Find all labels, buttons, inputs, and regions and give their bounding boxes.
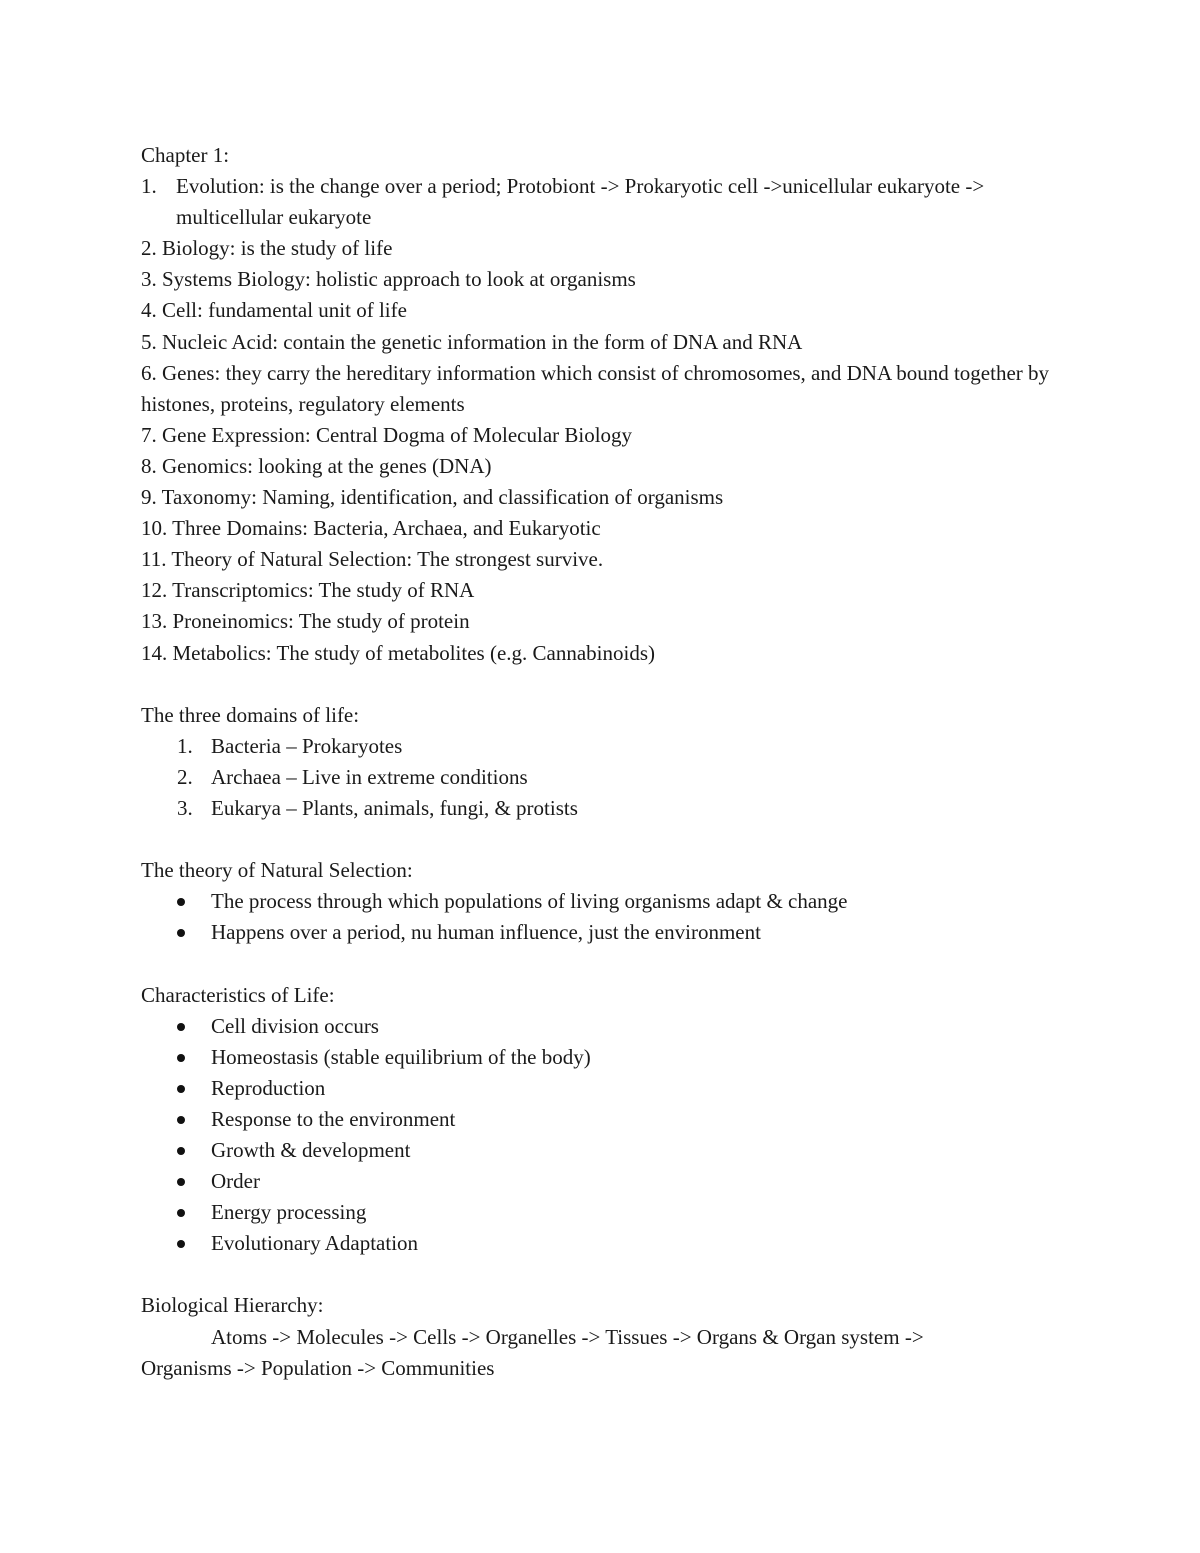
bullet-item	[141, 886, 1071, 917]
term-number: 9.	[141, 485, 157, 510]
term-number: 1.	[141, 174, 157, 199]
natural-selection-heading: The theory of Natural Selection:	[141, 858, 413, 883]
bullet-icon	[177, 1023, 185, 1031]
term-item	[141, 575, 1071, 606]
term-item	[141, 606, 1071, 637]
domain-number: 2.	[177, 764, 193, 789]
domains-list	[141, 731, 1071, 824]
bullet-icon	[177, 929, 185, 937]
term-text: Genes: they carry the hereditary information which consist of chromosomes, and DNA bound together by histones, proteins, regulatory elements	[141, 360, 1050, 416]
bullet-icon	[177, 1209, 185, 1217]
chapter-heading: Chapter 1:	[141, 143, 230, 167]
term-text: Biology: is the study of life	[162, 236, 393, 261]
bullet-item	[141, 1197, 1071, 1228]
bullet-item	[141, 1135, 1071, 1166]
term-text: Evolution: is the change over a period; Protobiont -> Prokaryotic cell ->unicellular eukaryote -> multicellular eukaryote	[176, 174, 985, 230]
spacer	[141, 669, 1071, 700]
bullet-item	[141, 917, 1071, 948]
term-item	[141, 171, 1071, 233]
term-item	[141, 295, 1071, 326]
hierarchy-heading: Biological Hierarchy:	[141, 1293, 324, 1318]
term-text: Three Domains: Bacteria, Archaea, and Eukaryotic	[172, 516, 601, 541]
term-text: Metabolics: The study of metabolites (e.g. Cannabinoids)	[172, 640, 656, 665]
bullet-text: The process through which populations of living organisms adapt & change	[211, 889, 848, 914]
term-text: Theory of Natural Selection: The strongest survive.	[171, 547, 604, 572]
term-number: 6.	[141, 360, 157, 385]
term-text: Proneinomics: The study of protein	[172, 609, 470, 634]
bullet-item	[141, 1166, 1071, 1197]
term-item	[141, 513, 1071, 544]
bullet-icon	[177, 1054, 185, 1062]
term-number: 2.	[141, 236, 157, 261]
bullet-item	[141, 1042, 1071, 1073]
bullet-text: Happens over a period, nu human influence, just the environment	[211, 920, 761, 945]
term-number: 12.	[141, 578, 168, 603]
spacer	[141, 1259, 1071, 1290]
term-item	[141, 358, 1071, 420]
domain-text: Archaea – Live in extreme conditions	[211, 764, 528, 789]
bullet-icon	[177, 1240, 185, 1248]
bullet-icon	[177, 1085, 185, 1093]
term-number: 4.	[141, 298, 157, 323]
bullet-text: Growth & development	[211, 1138, 411, 1162]
characteristics-heading: Characteristics of Life:	[141, 982, 335, 1007]
term-item	[141, 420, 1071, 451]
term-item	[141, 327, 1071, 358]
domain-item	[141, 793, 1071, 824]
spacer	[141, 948, 1071, 979]
notes-content	[141, 140, 1071, 1384]
bullet-item	[141, 1073, 1071, 1104]
bullet-icon	[177, 1116, 185, 1124]
term-number: 11.	[141, 547, 167, 572]
characteristics-list	[141, 1011, 1071, 1260]
term-text: Taxonomy: Naming, identification, and classification of organisms	[161, 485, 724, 510]
bullet-text: Response to the environment	[211, 1106, 456, 1131]
hierarchy-line-2: Organisms -> Population -> Communities	[141, 1355, 495, 1380]
term-number: 8.	[141, 453, 157, 478]
bullet-item	[141, 1228, 1071, 1259]
term-number: 3.	[141, 267, 157, 292]
term-item	[141, 264, 1071, 295]
bullet-text: Cell division occurs	[211, 1013, 379, 1038]
term-text: Gene Expression: Central Dogma of Molecular Biology	[162, 422, 633, 447]
term-number: 10.	[141, 516, 168, 541]
term-text: Nucleic Acid: contain the genetic information in the form of DNA and RNA	[162, 329, 803, 354]
spacer	[141, 824, 1071, 855]
domain-text: Bacteria – Prokaryotes	[211, 733, 403, 758]
domains-heading: The three domains of life:	[141, 702, 360, 727]
bullet-icon	[177, 1178, 185, 1186]
hierarchy-line-1: Atoms -> Molecules -> Cells -> Organelles -> Tissues -> Organs & Organ system ->	[211, 1324, 924, 1349]
term-text: Cell: fundamental unit of life	[162, 298, 407, 323]
term-number: 5.	[141, 329, 157, 354]
bullet-text: Reproduction	[211, 1075, 326, 1100]
term-number: 13.	[141, 609, 168, 634]
natural-selection-list	[141, 886, 1071, 948]
domain-number: 3.	[177, 795, 193, 820]
term-item	[141, 482, 1071, 513]
bullet-icon	[177, 898, 185, 906]
domain-item	[141, 731, 1071, 762]
term-number: 14.	[141, 640, 168, 665]
bullet-text: Order	[211, 1169, 260, 1194]
term-text: Transcriptomics: The study of RNA	[172, 578, 475, 603]
bullet-item	[141, 1011, 1071, 1042]
domain-number: 1.	[177, 733, 193, 758]
term-item	[141, 451, 1071, 482]
term-item	[141, 638, 1071, 669]
term-number: 7.	[141, 422, 157, 447]
term-item	[141, 544, 1071, 575]
bullet-item	[141, 1104, 1071, 1135]
domain-text: Eukarya – Plants, animals, fungi, & protists	[211, 795, 578, 820]
bullet-icon	[177, 1147, 185, 1155]
term-item	[141, 233, 1071, 264]
bullet-text: Homeostasis (stable equilibrium of the body)	[211, 1044, 591, 1069]
term-text: Systems Biology: holistic approach to look at organisms	[162, 267, 636, 292]
bullet-text: Evolutionary Adaptation	[211, 1231, 419, 1256]
bullet-text: Energy processing	[211, 1200, 367, 1225]
domain-item	[141, 762, 1071, 793]
term-text: Genomics: looking at the genes (DNA)	[162, 453, 492, 478]
